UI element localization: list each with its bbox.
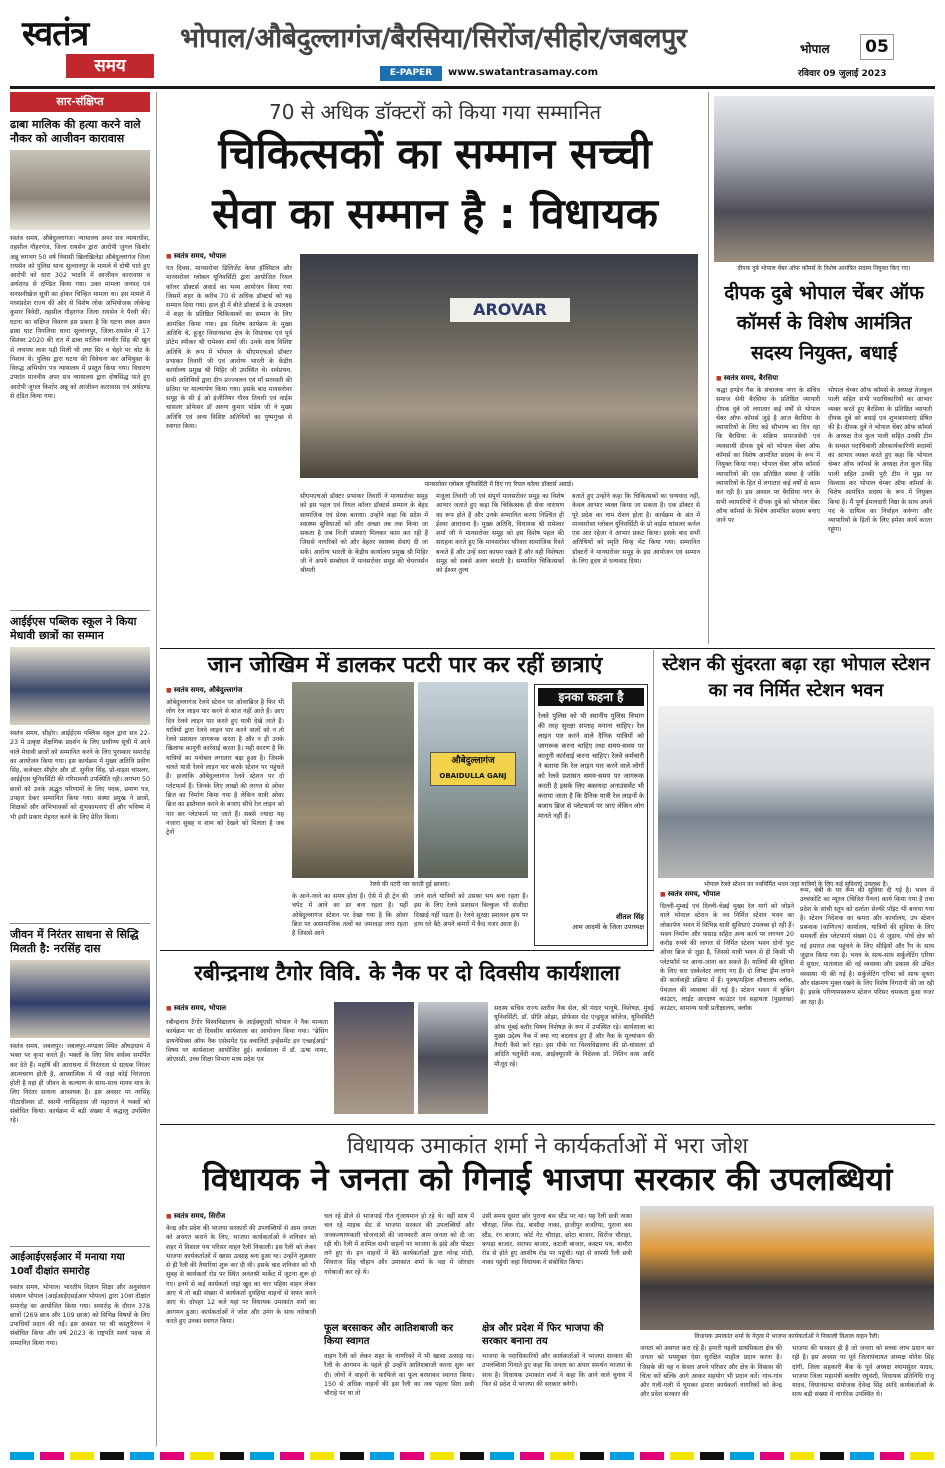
tracks-col-1: ओबेदुल्लागंज रेलवे स्टेशन पर ओवरब्रिज है फिर भी लोग रेल लाइन पार करने से बाज नहीं आते हैं। आए दिन रेलवे लाइन पार करते हुए यात्री देखे जाते हैं। यात्रियों द्वारा रेलवे लाइन पार करने वालों को न तो रेलवे प्रशासन जागरूक करता है और न ही उनके खिलाफ कानूनी कार्रवाई करता है। यही कारण है कि यात्रियों का मनोबल लगातार बढ़ा हुआ है। जिसके चलते यात्री रेलवे लाइन पार करके स्टेशन पर पहुंचते हैं। हालांकि ओबेदुल्लागंज रेलवे स्टेशन पर दो प्लेटफार्म हैं। जिनके लिए लाखों की लागत से ओवर ब्रिज का निर्माण किया गया है लेकिन यात्री ओवर ब्रिज का इस्तेमाल करने के बजाए सीधे रेल लाइन को पार कर प्लेटफार्म पर जाते हैं। सबसे ज्यादा यह नजारा सुबह व शाम को देखने को मिलता है जब ट्रेनों bbox=[166, 699, 284, 837]
bjp-photo bbox=[640, 1206, 934, 1330]
lead-col-2: सीएमएचओ डॉक्टर प्रभाकर तिवारी ने मानसरोवर समूह को इस पहल एवं रियल कॉलर डॉक्टर्स सम्मान के बेहद सामाजिक एवं प्रेरक बताया। उन्होंने कहा कि प्रदेश में स्वास्थ्य सुविधाओं को और अच्छा तब तक किया जा सकता है जब निजी संस्थाएं मिलकर काम कर रही हैं जिससे नागरिकों को और बेहतर स्वास्थ्य सेवाएं दी जा सकें। आरोग्य भारती के केंद्रीय कार्यालय प्रमुख श्री मिहिर जी ने अपने सम्बोधन में मानसरोवर समूह की चेयरपर्सन श्रीमती bbox=[300, 493, 428, 575]
station-board: औबेदुल्लागंज OBAIDULLA GANJ bbox=[430, 752, 516, 786]
tagore-col-1: रबीन्द्रनाथ टैगोर विश्वविद्यालय के आईक्यूएसी भोपाल ने नैक मान्यता कार्यक्रम पर दो दिवसीय कार्यशाला का आयोजन किया गया। "ब्रेसिंग डायनेमिक्स ऑफ नैक एसेसमेंट एंड क्वालिटी इन्हेंसमेंट इन एच्छईआई" विषय पर कार्यशाला आयोजित हुई। कार्यशाला में डॉ. ऊषा नायर, ओएसडी, उच्च शिक्षा विभाग मध्य प्रदेश एवं bbox=[166, 1019, 328, 1064]
sidebar-divider bbox=[156, 92, 157, 1446]
epaper-label: E-PAPER bbox=[380, 66, 442, 81]
bjp-col-2: चल रहे डीजे से भाजपाई गीत गूंजायमान हो रहे थे। वहीं साथ में चल रहे माइक सेट से भाजपा सरकार की उपलब्धियों और जनकल्याणकारी योजनाओं की जानकारी आम जनता को दी जा रही थी। रैली में शामिल सभी वाहनों पर भाजपा के झंडे और पोस्टर लगे हुए थे। इन वाहनों में बैठे कार्यकर्ताओं द्वारा नरेन्द्र मोदी, शिवराज सिंह चौहान और उमाकांत शर्मा के पक्ष में जोरदार नारेबाजी कर रहे थे। bbox=[324, 1213, 474, 1276]
section-rule-2 bbox=[160, 950, 654, 951]
tagore-byline: ■ स्वतंत्र समय, भोपाल bbox=[166, 1004, 226, 1013]
chamber-photo-caption: दीपक दुबे भोपाल चेंबर ऑफ कॉमर्स के विशेष आमंत्रित सदस्य नियुक्त किए गए। bbox=[737, 265, 911, 272]
bjp-subhead-2: फूल बरसाकर और आतिशबाजी कर किया स्वागत bbox=[324, 1323, 454, 1347]
sidebar bbox=[10, 92, 150, 1446]
lead-photo-caption: मानसरोवर ग्लोबल यूनिवर्सिटी में दिए गए रियल कॉलर डॉक्टर्स अवार्ड। bbox=[424, 481, 574, 488]
sidebar-story-headline: आईईएस पब्लिक स्कूल ने किया मेधावी छात्रों का सम्मान bbox=[10, 615, 137, 642]
station-byline: ■ स्वतंत्र समय, भोपाल bbox=[660, 890, 720, 899]
tagore-photo-2 bbox=[418, 1002, 488, 1114]
color-register-bar bbox=[10, 1452, 935, 1460]
quote-box-role: आम आदमी के जिला उपाध्यक्ष bbox=[572, 923, 644, 931]
bjp-photo-caption: विधायक उमाकांत शर्मा के नेतृत्व में भाजपा कार्यकर्ताओं ने निकाली विशाल वाहन रैली। bbox=[694, 1333, 880, 1340]
sidebar-story-body: स्वतंत्र समय, भोपाल। भारतीय विज्ञान शिक्षा और अनुसंधान संस्थान भोपाल (आईआईएसईआर भोपाल) द्वारा 10वां दीक्षांत समारोह का आयोजित किया गया। समारोह के दौरान 378 छात्रों (269 छात्र और 109 छात्रा) को विभिन्न विषयों के लिए उपाधियाँ प्रदान की गईं। इस अवसर पर श्री कस्तूरीरंगन ने संबोधित किया और वर्ष 2023 के राष्ट्रपति स्वर्ण पदक से सम्मानित किया गया। bbox=[10, 1284, 150, 1347]
bjp-col-5: भाजपा की सरकार ही है जो जनता को सच्चा लाभ प्रदान कर रही है। इस अवसर पर पूर्व जिलापंचायत अध्यक्ष योगेश सिंह दांगी, जिला सहकारी बैंक के पूर्व अध्यक्ष श्यामसुंदर यादव, भाजपा जिला महामंत्री बलवीर रघुवंशी, विधायक प्रतिनिधि राजू यादव, विधानसभा संयोजक देवेन्द्र सिंह आदि कार्यकर्ताओं के साथ बड़ी संख्या में नागरिक उपस्थित थे। bbox=[792, 1345, 934, 1399]
lead-headline-2: सेवा का सम्मान है : विधायक bbox=[212, 189, 658, 238]
tracks-photo-left bbox=[292, 682, 414, 878]
lead-photo-banner: AROVAR bbox=[450, 298, 570, 322]
bjp-col-3: उसी समय दूसरा छोर पुराना बस स्टैंड पर था। यह रैली छत्री नाका चौराहा, लिंक रोड, बासौदा नाका, हाजीपुर बजरिया, पुराना बस स्टैंड, रंग बाजार, कोर्ट गेट चौराहा, छोटा बाजार, सिरोंज चौराहा, कपड़ा बाजार, सराफा बाजार, कटली बाजार, कस्टम पथ, बामौरा रोड से होते हुए आशीष रोड पर पहुंची। यहां से वापसी रैली छत्री नाका पहुंची जहां विधायक ने संबोधित किया। bbox=[482, 1213, 632, 1267]
tracks-col-3: जाने वाले यात्रियों को उसका भय बना रहता है। इस के लिए रेलवे प्रशासन बिल्कुल भी संजीदा दिखाई नहीं पड़ता है। रेलवे सुरक्षा प्रशासन हाथ पर हाथ धरे बैठे अपने कमरों में कैद नजर आता है। bbox=[414, 893, 528, 928]
chamber-photo bbox=[714, 96, 934, 262]
sidebar-story-photo bbox=[10, 150, 150, 230]
tagore-headline: रबीन्द्रनाथ टैगोर विवि. के नैक पर दो दिवसीय कार्यशाला bbox=[194, 961, 620, 985]
masthead-rule bbox=[10, 86, 935, 89]
bjp-sub2-body: वाहन रैली को लेकर शहर के नागरिकों में भी खासा उत्साह था। रैली के आगमन के पहले ही उन्होंने आतिशबाजी करना शुरू कर दी। लोगों ने वाहनों के काफिले का फूल बरसाकर स्वागत किया। 150 से अधिक वाहनों की इस रैली का जब पहला सिरा छत्री चौराहे पर था तो bbox=[324, 1353, 474, 1398]
station-col-2: रूम, बेबी के यर रूम की सुविधा दी गई है। भवन में उच्चकोटि का म्यूरल (चित्रित पैनल) कार्य किया गया है तथा प्रदेश के सांची स्तूप को दर्शाता सेल्फी पॉइंट भी बनाया गया है। स्टेशन निदेशक का कमरा और कार्यालय, उप स्टेशन प्रबन्धक (वाणिज्य) कार्यालय, यात्रियों की सुविधा के लिए समवर्ती क्षेत्र प्लेटफार्म संख्या 01 से जुड़ाव, पोर्च क्षेत्र को नई इमारत तक पहुंचने के लिए सीढ़ियों और रैंप के साथ जुड़ाव किया गया है। भवन के साथ-साथ सर्कुलेटिंग एरिया में सुधार, यातायात की नई व्यवस्था और प्रकाश की उचित व्यवस्था भी की गई है। सर्कुलेटिंग एरिया को साफ सुथरा और संक्रमण मुक्त रखने के लिए विशेष निगरानी की जा रही है। इसके परिणामस्वरूप स्टेशन परिसर चमकता हुआ नजर आ रहा है। bbox=[800, 887, 934, 1006]
sidebar-story-photo bbox=[10, 960, 150, 1038]
tracks-quote-box bbox=[534, 684, 648, 946]
page-number: 05 bbox=[860, 34, 894, 60]
bjp-subhead-3: क्षेत्र और प्रदेश में फिर भाजपा की सरकार बनाना तय bbox=[482, 1323, 604, 1347]
masthead-cities: भोपाल/औबेदुल्लागंज/बैरसिया/सिरोंज/सीहोर/जबलपुर bbox=[180, 23, 687, 54]
lead-kicker: 70 से अधिक डॉक्टरों को किया गया सम्मानित bbox=[268, 100, 602, 124]
sidebar-story-photo bbox=[10, 647, 150, 725]
station-headline: स्टेशन की सुंदरता बढ़ा रहा भोपाल स्टेशन का नव निर्मित स्टेशन भवन bbox=[662, 654, 930, 701]
bjp-col-4: जनता को अवगत करा रहे हैं। हमारी पहली प्राथमिकता क्षेत्र की जनता को भयमुक्त ऐसा सुरक्षित माहौल प्रदान करना है। जिसके की वह न केवल अपने परिवार और क्षेत्र के विकास की चिंता करें बल्कि आगे आकर सहयोग भी प्रदान करें। गांव-गांव और गली-गली में घूमकर हमारा कार्यकर्ता नागरिकों को केन्द्र और प्रदेश सरकार की bbox=[640, 1345, 782, 1399]
sidebar-story-headline: जीवन में निरंतर साधना से सिद्धि मिलती है: नरसिंह दास bbox=[10, 928, 139, 955]
chamber-headline: दीपक दुबे भोपाल चेंबर ऑफ कॉमर्स के विशेष आमंत्रित सदस्य नियुक्त, बधाई bbox=[724, 282, 924, 364]
lead-col-3: मंजुला तिवारी जी एवं संपूर्ण मानसरोवर समूह का विशेष आभार जताते हुए कहा कि चिकित्सक ही सेवा नारायण का रूप होते हैं और उनके सम्मानित करना निश्चित ही ईश्वर आराधना है। मुख्य अतिथि, विधायक श्री रामेश्वर शर्मा जी ने मानसरोवर समूह को इस विशेष पहल की सराहना करते हुए कि मानसरोवर परिवार सामाजिक रिश्ते बनाते हैं और उन्हें सदा कायम रखते हैं और यही विशेषता समूह को सबसे अलग बनाती है। सम्मानित चिकित्सकों को ईश्वर तुल्य bbox=[436, 493, 564, 575]
sidebar-header: सार-संक्षिप्त bbox=[10, 92, 150, 112]
station-col-1: दिल्ली-मुम्बई एवं दिल्ली-चेन्नई मुख्य रेल मार्ग को जोड़ने वाले भोपाल स्टेशन के नव निर्मित स्टेशन भवन का लोकार्पण भवन में विभिन्न यात्री सुविधाएं उपलब्ध हो रही हैं। भवन निर्माण और फसाड सहित अन्य कार्य पर लगभग 20 करोड़ रुपये की लागत से निर्मित स्टेशन भवन दोनों फुट ओवर ब्रिज से जुड़ा है, जिससे यात्री भवन से ही किसी भी प्लेटफॉर्म पर आना-जाना कर सकते हैं। यात्रियों की सुविधा के लिए चार एस्केलेटर लगाए गए हैं। दो लिफ्ट ड्रीम लगाने की कार्यवाही प्रक्रिया में हैं। पुरुष/महिला शौचालय ब्लॉक, पेयजल की व्यवस्था की गई है। स्टेशन भवन में बुकिंग काउंटर, लाईट आरक्षण काउंटर एवं सहायता (पूछताछ) काउंटर, सामान्य यात्री प्रतीक्षालय, क्लॉक bbox=[660, 903, 794, 1013]
tagore-photo-1 bbox=[334, 1002, 414, 1114]
logo-bottom: समय bbox=[66, 54, 154, 78]
bjp-sub3-body: भाजपा के पदाधिकारियों और कार्यकर्ताओं ने भाजपा सरकार की उपलब्धियां गिनाते हुए कहा कि जनता का अपार समर्थन भाजपा के साथ है। विधायक उमाकांत शर्मा ने कहा कि आने वाले चुनाव में फिर से प्रदेश में भाजपा की सरकार बनेगी। bbox=[482, 1353, 632, 1388]
station-photo bbox=[658, 706, 934, 878]
tracks-divider bbox=[653, 650, 654, 950]
chamber-byline: ■ स्वतंत्र समय, बैरसिया bbox=[716, 374, 778, 383]
sidebar-story-4 bbox=[10, 1246, 150, 1413]
tracks-col-2: के आने-जाने का समय होता है। ऐसे में ही ट्रेन की चपेट में आने का डर बना रहता है। यहीं ओबेदुल्लागंज स्टेशन पर देखा गया है कि ओवर ब्रिज पर असामाजिक तत्वों का जमावड़ा लगा रहता है जिससे आने bbox=[292, 893, 408, 938]
website-link[interactable]: www.swatantrasamay.com bbox=[448, 67, 599, 78]
bjp-headline: विधायक ने जनता को गिनाई भाजपा सरकार की उपलब्धियां bbox=[202, 1160, 893, 1198]
issue-date: रविवार 09 जुलाई 2023 bbox=[798, 69, 887, 79]
quote-box-title: इनका कहना है bbox=[538, 688, 644, 706]
bjp-col-1: केन्द्र और प्रदेश की भाजपा सरकारों की उपलब्धियों से आम जनता को अवगत कराने के लिए, भाजपा कार्यकर्ताओं ने शनिवार को शहर में विशाल पथ परिसर वाहन रैली निकाली। इस रैली को लेकर भाजपा कार्यकर्ताओं में खासा उत्साह बना हुआ था। उन्होंने शुक्रवार से ही रैली की तैयारियां शुरू कर दी थी। इसके बाद शनिवार को भी सुबह से कार्यकर्ता रोड पर स्थित अनंतश्री मार्केट में जुटना शुरू हो गए। इनमें से कई कार्यकर्ता जहां खुद का चार पहिया वाहन लेकर आए थे तो बड़ी संख्या में कार्यकर्ता दुपहिया वाहनों से सफर करने आए थे। दोपहर 12 बजे यहां पर विधायक उमाकांत शर्मा का आगमन हुआ। कार्यकर्ताओं ने जोश और उमंग के साथ नारेबाजी करते हुए उनका स्वागत किया। bbox=[166, 1225, 316, 1325]
quote-box-body: रेलवे पुलिस को भी स्थानीय पुलिस विभाग की तरह सुरक्षा सप्ताह मनाना चाहिए। रेल लाइन पार करने वाले दैनिक यात्रियों को जागरूक करना चाहिए तथा समय-समय पर कानूनी कार्रवाई करना चाहिए। रेलवे कर्मचारी ने बताया कि रेल लाइन पार करने वाले लोगों को रेलवे प्रशासन समय-समय पर जागरूक करती है इसके लिए बकायदा अनाउंसमेंट भी कराया जाता है कि दैनिक यात्री रेल लाइनों के बजाय ब्रिज से प्लेटफार्म पर जाएं लेकिन लोग मानते नहीं हैं। bbox=[538, 712, 644, 820]
chamber-col-1: श्रद्धा इण्डेन गैस के संचालक नगर के संचिव समाज सेवी बैरसिया के प्रतिष्ठित व्यापारी दीपक दुबे जो लगातार कई वर्षों से भोपाल चेंबर ऑफ कॉमर्स जुड़े है आज बैरसिया के व्यापारियों के लिए बड़े सौभाग्य का दिन रहा कि बैरसिया के सक्रिय समाजसेवी एवं व्यवसायी दीपक दुबे को भोपाल चेंबर ऑफ कॉमर्स का विशेष आमंत्रित सदस्य के रूप में नियुक्त किया गया। भोपाल चेंबर ऑफ कॉमर्स व्यापारियों की एक प्रतिष्ठित संस्था है जोकि व्यापारियों के हित में लगातार कई वर्षों से काम कर रही है। इस अवसर पर बैरसिया नगर के सभी व्यापारियों ने दीपक दुबे को भोपाल चेंबर ऑफ कॉमर्स के विशेष आमंत्रित सदस्य बनाए जाने पर bbox=[716, 387, 820, 525]
section-rule-3 bbox=[160, 1124, 935, 1125]
sidebar-story-headline: आईआईएसईआर में मनाया गया 10वाँ दीक्षांत समारोह bbox=[10, 1252, 125, 1277]
tracks-byline: ■ स्वतंत्र समय, औबेदुल्लागंज bbox=[166, 686, 242, 695]
lead-col-1: गत दिवस, मानसरोवर डिलिजेंट केयर हॉस्पिटल और मानसरोवर ग्लोबल यूनिवर्सिटी द्वारा आयोजित रियल कॉलर डॉक्टर्स अवार्ड का भव्य आयोजन किया गया जिसमें शहर के करीब 70 से अधिक डॉक्टर्स को यह सम्मान दिया गया। हाल ही में बीते डॉक्टर्स डे के उपलक्ष्य में शहर के प्रतिष्ठित चिकित्सकों का सम्मान के लिए आमंत्रित किया गया। इस विशेष कार्यक्रम के मुख्य अतिथि थे, हुजूर विधानसभा क्षेत्र के विधायक एवं पूर्व प्रोटेम स्पीकर श्री रामेश्वर शर्मा जी। उनके साथ विशिष्ट अतिथि के रूप में भोपाल के सीएमएचओ डॉक्टर प्रभाकर तिवारी जी एवं आरोग्य भारती के केंद्रीय कार्यालय प्रमुख श्री मिहिर जी उपस्थित थे। सर्वप्रथम, सभी अतिथियों द्वारा दीप प्रज्ज्वलन एवं माँ सरस्वती की प्रतिमा पर माल्यार्पण किया गया। इसके बाद मानसरोवर समूह के सी ई ओ इंजीनियर गौरव तिवारी एवं वाईस चांसलर प्रोफेसर डॉ अरुण कुमार पांडेय जी ने मुख्य अतिथि एवं अन्य विशिष्ट अतिथियों का पुष्पगुच्छ से स्वागत किया। bbox=[166, 265, 292, 431]
sidebar-story-3 bbox=[10, 923, 150, 1242]
bjp-byline: ■ स्वतंत्र समय, सिरोंज bbox=[166, 1212, 225, 1221]
masthead-logo bbox=[22, 14, 154, 82]
quote-box-sign: शीतल सिंह bbox=[615, 913, 644, 921]
tagore-col-2: सदस्य सचिव राज्य स्तरीय नैक सेल, श्री मंदार भानुषे, विशेषज्ञ, मुंबई यूनिवर्सिटी, डॉ. प्रीति ओझा, प्रोफेसर सेंट एन्ड्रयूज कॉलेज, यूनिवर्सिटी ऑफ मुंबई बतौर विषय विशेषज्ञ के रूप में उपस्थित रहे। कार्यशाला का मुख्य उद्देश्य नैक में क्या नए बदलाव हुए हैं और नैक के मूल्यांकन की तैयारी कैसे करें रहा। इस मौके पर विश्वविद्यालय की प्रो-चांसलर डॉ अदिति चतुर्वेदी वत्स, आईक्यूएसी के निदेशक डॉ. नितिन वत्स आदि मौजूद रहे। bbox=[494, 1005, 654, 1068]
tracks-photo-right bbox=[418, 682, 528, 878]
section-rule-1 bbox=[160, 648, 935, 649]
lead-col-4: बताते हुए उन्होंने कहा कि चिकित्सकों का धन्यवाद नहीं, केवल आभार व्यक्त किया जा सकता है। एक डॉक्टर से पूरे प्रदेश का नाम रोशन होता है। कार्यक्रम के अंत में मानसरोवर ग्लोबल यूनिवर्सिटी के प्रो वाईस चांसलर कर्नल एस आर रहेजा ने आभार प्रकट किया। इसके बाद सभी अतिथियों को स्मृति चिन्ह भेंट किया गया। सम्मानित डॉक्टरों ने मानसरोवर समूह के इस आयोजन एवं सम्मान के लिए हृदय से धन्यवाद दिया। bbox=[572, 493, 700, 566]
edition-label: भोपाल bbox=[800, 42, 830, 56]
lead-headline-1: चिकित्सकों का सम्मान सच्ची bbox=[218, 129, 652, 178]
tracks-caption: रेलवे की पटरी पार करती हुई छात्राएं। bbox=[370, 881, 450, 888]
bjp-kicker: विधायक उमाकांत शर्मा ने कार्यकर्ताओं में भरा जोश bbox=[346, 1134, 749, 1159]
tracks-headline: जान जोखिम में डालकर पटरी पार कर रहीं छात्राएं bbox=[207, 653, 603, 678]
lead-photo bbox=[300, 254, 698, 478]
chamber-col-2: भोपाल चेम्बर ऑफ कॉमर्स के अध्यक्ष तेजकुल पाली सहित सभी पदाधिकारियों का आभार व्यक्त करते हुए बैरसिया के प्रतिष्ठित व्यापारी दीपक दुबे को बधाई एवं शुभकामनाएं प्रेषित की है। दीपक दुबे ने भोपाल चेंबर ऑफ कॉमर्स के अध्यक्ष तेज कुल पाली सहित उनकी टीम के समस्त पदाधिकारी औरकार्यकारिणी सदस्यों का आभार व्यक्त करते हुए कहा कि भोपाल चेम्बर ऑफ कॉमर्स के अध्यक्ष तेज कुल सिंह पाली सहित उनकी पूरी टीम ने मुझ पर विश्वास कर भोपाल चेम्बर ऑफ कॉमर्स के विशेष आमंत्रित सदस्य के रूप में नियुक्त किया है। मैं पूर्ण ईमानदारी निष्ठा के साथ अपने पद के दायित्व का निर्वाहन करूंगा और व्यापारियों के हितों के लिए हमेशा कार्य करता रहूंगा। bbox=[828, 387, 932, 534]
sidebar-story-2 bbox=[10, 610, 150, 919]
lead-byline: ■ स्वतंत्र समय, भोपाल bbox=[166, 252, 226, 261]
station-caption: भोपाल रेलवे स्टेशन का नवनिर्मित भवन जहां यात्रियों के लिए कई सुविधाएं उपलब्ध हैं। bbox=[704, 881, 888, 888]
sidebar-story-body: स्वतंत्र समय, औबेदुल्लागंज। न्यायालय अपर सत्र न्यायाधीश, तहसील गौहरगंज, जिला रायसेन द्वारा आरोपी जुगल किशोर अन्नू लगभग 50 वर्ष निवासी खिलखिलेड़ा औबेदुल्लागंज जिला रायसेन को पुलिस थाना सुल्तानपुर के मामले में दोषी पाते हुए आरोपी को धारा 302 भादवि में आजीवन कारावास व अर्थदण्ड से दण्डित किया गया। उक्त मामला जनपद एवं सनसनीखेज सूची का होकर चिन्हित मामला था। इस मामले में मध्यप्रदेश राज्य की ओर से विशेष लोक अभियोजक लोकेन्द्र कुमार त्रिवेदी, तहसील गौहरगंज जिला रायसेन ने पैरवी की। घटना का संक्षिप्त विवरण इस प्रकार है कि घटना स्थल अमन ढाबा घाट पिपलिया थाना सुल्तानपुर, जिला-रायसेन में 17 सितंबर 2020 की रात में ढाबा मालिक मनवीर सिंह की खून से लथपथ लाश पड़ी मिली थी तथा सिर व चेहरे पर चोट के निशान थे। पुलिस द्वारा घटना की विवेचना कर अभियुक्त के विरुद्ध अभियोग पत्र न्यायालय में प्रस्तुत किया गया। विचारण उपरांत माननीय अपर सत्र न्यायालय द्वारा दोषसिद्ध पाते हुए आरोपी जुगल किशोर अन्नू को आजीवन कारावास एवं अर्थदण्ड से दंडित किया गया। bbox=[10, 235, 150, 401]
sidebar-story-body: स्वतंत्र समय, जबलपुर। जबलपुर-मण्डला स्थित औघड़धाम में भक्त पर कृपा करते हैं। भक्तों के लिए शिव सर्वस्व समर्पित कर देते हैं। महर्षि की आराधना में निरंतरता से साधक निरंतर आत्मचरण होती है, आध्यात्मिक में भी जहां कोई निरंतरता होती है वहां ही जीवन के कल्याण के साथ-साथ मानव मात्र के लिए निरंतर साधना आवश्यक है। इस अवसर पर नरसिंह पीठाधीश्वर डॉ. स्वामी नरसिंहदास जी महाराज ने भक्तों को संबोधित किया। कार्यक्रम में बड़ी संख्या में श्रद्धालु उपस्थित रहे। bbox=[10, 1043, 150, 1125]
sidebar-story-headline: ढाबा मालिक की हत्या करने वाले नौकर को आजीवन कारावास bbox=[10, 118, 141, 145]
sidebar-story-1 bbox=[10, 118, 150, 606]
lead-divider bbox=[708, 92, 709, 644]
logo-top: स्वतंत्र bbox=[22, 14, 89, 54]
sidebar-story-body: स्वतंत्र समय, सीहोर। आईईएस पब्लिक स्कूल द्वारा सत्र 22-23 में उत्कृष्ट शैक्षणिक प्रदर्शन के लिए प्रावीण्य सूची में आने वाले मेधावी छात्रों को सम्मानित करने के लिए पुरस्कार समारोह का आयोजन किया गया। इस कार्यक्रम में मुख्य अतिथि प्रवीण सिंह, कलेक्टर सीहोर और डॉ. सुनील सिंह, प्रो-वाइस चांसलर, आईईएस यूनिवर्सिटी की गरिमामयी उपस्थिति रही। लगभग 50 छात्रों को उनके अद्भुत परिणामों के लिए पदक, प्रमाण पत्र, उपहार देकर सम्मानित किया गया। संस्था प्रमुख ने छात्रों, शिक्षकों और अभिभावकों को शुभकामनाएं दीं और भविष्य में भी इसी प्रकार मेहनत करने के लिए प्रेरित किया। bbox=[10, 730, 150, 821]
